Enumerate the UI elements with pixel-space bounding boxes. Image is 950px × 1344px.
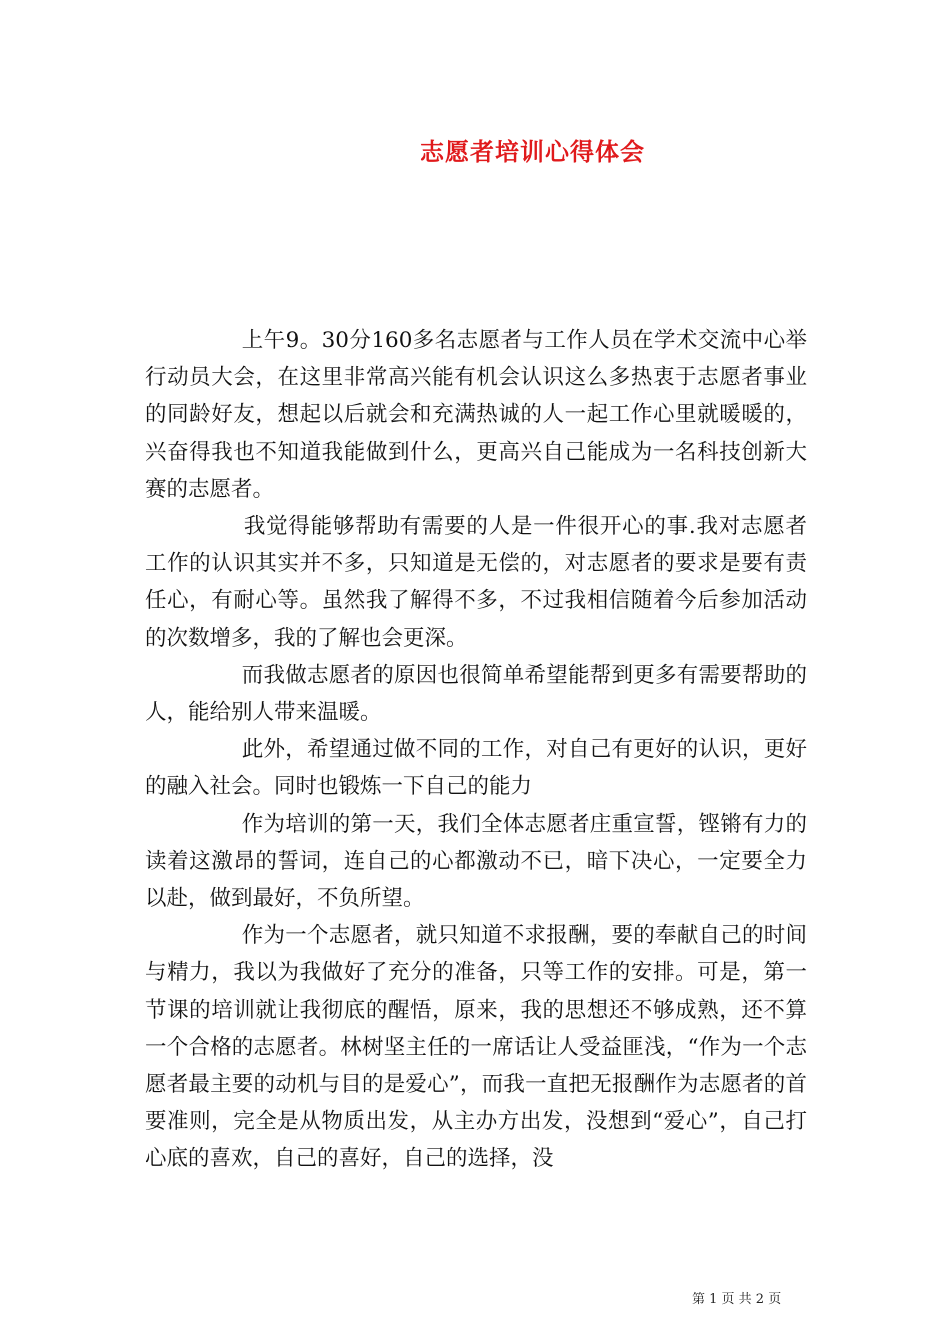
paragraph-6: 作为一个志愿者，就只知道不求报酬，要的奉献自己的时间与精力，我以为我做好了充分的准备，只等工作的安排。可是，第一节课的培训就让我彻底的醒悟，原来，我的思想还不够成熟，还不算一个合格的志愿者。林树坚主任的一席话让人受益匪浅，“作为一个志愿者最主要的动机与目的是爱心”，而我一直把无报酬作为志愿者的首要准则，完全是从物质出发，从主办方出发，没想到“爱心”，自己打心底的喜欢，自己的喜好，自己的选择，没 [145,923,807,1172]
paragraph-1: 上午9。30分160多名志愿者与工作人员在学术交流中心举行动员大会，在这里非常高兴能有机会认识这么多热衷于志愿者事业的同龄好友，想起以后就会和充满热诚的人一起工作心里就暖暖的，兴奋得我也不知道我能做到什么，更高兴自己能成为一名科技创新大赛的志愿者。 [145,328,807,502]
paragraph-5: 作为培训的第一天，我们全体志愿者庄重宣誓，铿锵有力的读着这激昂的誓词，连自己的心都激动不已，暗下决心，一定要全力以赴，做到最好，不负所望。 [145,811,807,912]
document-body [145,322,807,1178]
paragraph-4: 此外，希望通过做不同的工作，对自己有更好的认识，更好的融入社会。同时也锻炼一下自己的能力 [145,737,807,800]
page-footer: 第 1 页 共 2 页 [692,1292,782,1307]
page-title: 志愿者培训心得体会 [420,137,645,166]
paragraph-2: 我觉得能够帮助有需要的人是一件很开心的事.我对志愿者工作的认识其实并不多，只知道是无偿的，对志愿者的要求是要有责任心，有耐心等。虽然我了解得不多，不过我相信随着今后参加活动的次数增多，我的了解也会更深。 [145,514,807,651]
paragraph-3: 而我做志愿者的原因也很简单希望能帮到更多有需要帮助的人，能给别人带来温暖。 [145,662,807,726]
